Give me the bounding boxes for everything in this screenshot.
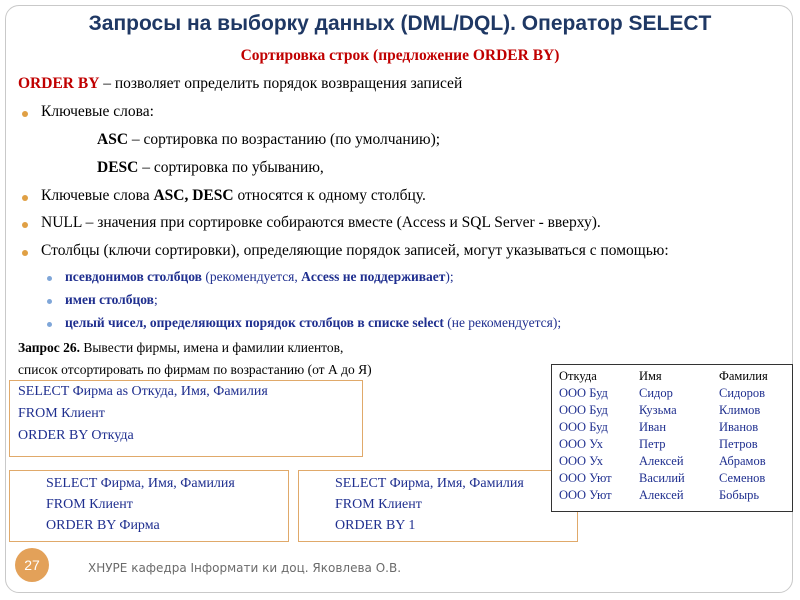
table-cell: Сидор bbox=[639, 386, 673, 400]
code-line: FROM Клиент bbox=[335, 497, 422, 512]
sub-bullet-icon bbox=[47, 276, 52, 281]
table-cell: Петров bbox=[719, 437, 758, 451]
sub1-text-a: псевдонимов столбцов bbox=[65, 269, 202, 284]
code-line: SELECT Фирма as Откуда, Имя, Фамилия bbox=[18, 384, 268, 399]
table-header-cell: Фамилия bbox=[719, 369, 768, 383]
table-cell: Петр bbox=[639, 437, 666, 451]
result-table bbox=[551, 364, 793, 512]
sub3-line bbox=[65, 315, 561, 331]
bullet-icon bbox=[22, 195, 28, 201]
table-cell: Иванов bbox=[719, 420, 759, 434]
table-header bbox=[552, 369, 792, 386]
code-line: ORDER BY 1 bbox=[335, 518, 416, 533]
bullet-icon bbox=[22, 222, 28, 228]
table-cell: ООО Буд bbox=[559, 420, 608, 434]
table-row bbox=[552, 437, 792, 454]
code-line: SELECT Фирма, Имя, Фамилия bbox=[46, 476, 235, 491]
table-cell: ООО Уют bbox=[559, 471, 612, 485]
table-cell: Иван bbox=[639, 420, 667, 434]
asc-line bbox=[97, 131, 440, 149]
bullet2-text-c: относятся к одному столбцу. bbox=[233, 187, 426, 204]
slide-title: Запросы на выборку данных (DML/DQL). Оператор SELECT bbox=[88, 12, 712, 35]
code-line: SELECT Фирма, Имя, Фамилия bbox=[335, 476, 524, 491]
table-cell: ООО Ух bbox=[559, 454, 604, 468]
table-row bbox=[552, 403, 792, 420]
query-label: Запрос 26. bbox=[18, 340, 80, 355]
query-line-2: список отсортировать по фирмам по возрастанию (от А до Я) bbox=[18, 362, 372, 377]
bullet2-keywords: ASC, DESC bbox=[153, 187, 234, 204]
code-line: FROM Клиент bbox=[18, 406, 105, 421]
sub2-line bbox=[65, 292, 158, 308]
sub1-text-c: Access не поддерживает bbox=[301, 269, 446, 284]
sub1-text-b: (рекомендуется, bbox=[201, 269, 302, 284]
table-row bbox=[552, 386, 792, 403]
sub2-text-b: ; bbox=[153, 292, 158, 307]
table-cell: Алексей bbox=[639, 488, 684, 502]
bullet-icon bbox=[22, 250, 28, 256]
asc-keyword: ASC bbox=[97, 131, 129, 148]
sub3-text-a: целый чисел, определяющих порядок столбцов в списке select bbox=[65, 315, 444, 330]
sub2-text-a: имен столбцов bbox=[65, 292, 154, 307]
sub1-line bbox=[65, 269, 454, 285]
asc-text: – сортировка по возрастанию (по умолчанию); bbox=[128, 131, 441, 148]
table-cell: ООО Ух bbox=[559, 437, 604, 451]
bullet-icon bbox=[22, 111, 28, 117]
table-cell: Сидоров bbox=[719, 386, 766, 400]
query-line bbox=[18, 340, 343, 356]
bullet3-line: NULL – значения при сортировке собираются вместе (Access и SQL Server - вверху). bbox=[41, 214, 601, 231]
table-row bbox=[552, 488, 792, 505]
page-number-badge: 27 bbox=[15, 548, 49, 582]
slide-subtitle: Сортировка строк (предложение ORDER BY) bbox=[240, 47, 560, 64]
footer-credit: ХНУРЕ кафедра Інформати ки доц. Яковлева О.В. bbox=[88, 561, 402, 575]
table-row bbox=[552, 420, 792, 437]
table-cell: Климов bbox=[719, 403, 761, 417]
bullet2-text-a: Ключевые слова bbox=[41, 187, 154, 204]
table-cell: ООО Буд bbox=[559, 386, 608, 400]
table-row bbox=[552, 454, 792, 471]
table-cell: Василий bbox=[639, 471, 685, 485]
bullet4-line: Столбцы (ключи сортировки), определяющие порядок записей, могут указываться с помощью: bbox=[41, 242, 669, 259]
table-header-cell: Откуда bbox=[559, 369, 597, 383]
sub1-text-d: ); bbox=[445, 269, 454, 284]
intro-line bbox=[18, 75, 462, 93]
table-cell: Бобырь bbox=[719, 488, 760, 502]
table-cell: Алексей bbox=[639, 454, 684, 468]
desc-line bbox=[97, 159, 324, 177]
desc-keyword: DESC bbox=[97, 159, 139, 176]
query-text: Вывести фирмы, имена и фамилии клиентов, bbox=[79, 340, 344, 355]
bullet2-line bbox=[41, 187, 426, 205]
table-cell: Абрамов bbox=[719, 454, 766, 468]
intro-text: – позволяет определить порядок возвращения записей bbox=[99, 75, 463, 92]
sub-bullet-icon bbox=[47, 322, 52, 327]
table-header-cell: Имя bbox=[639, 369, 662, 383]
table-cell: Семенов bbox=[719, 471, 766, 485]
code-line: ORDER BY Откуда bbox=[18, 428, 134, 443]
order-by-keyword: ORDER BY bbox=[18, 75, 100, 92]
sub-bullet-icon bbox=[47, 299, 52, 304]
sub3-text-b: (не рекомендуется); bbox=[443, 315, 562, 330]
table-cell: ООО Буд bbox=[559, 403, 608, 417]
desc-text: – сортировка по убыванию, bbox=[138, 159, 324, 176]
table-cell: Кузьма bbox=[639, 403, 677, 417]
table-row bbox=[552, 471, 792, 488]
table-cell: ООО Уют bbox=[559, 488, 612, 502]
code-line: ORDER BY Фирма bbox=[46, 518, 160, 533]
code-line: FROM Клиент bbox=[46, 497, 133, 512]
keywords-label: Ключевые слова: bbox=[41, 103, 154, 120]
